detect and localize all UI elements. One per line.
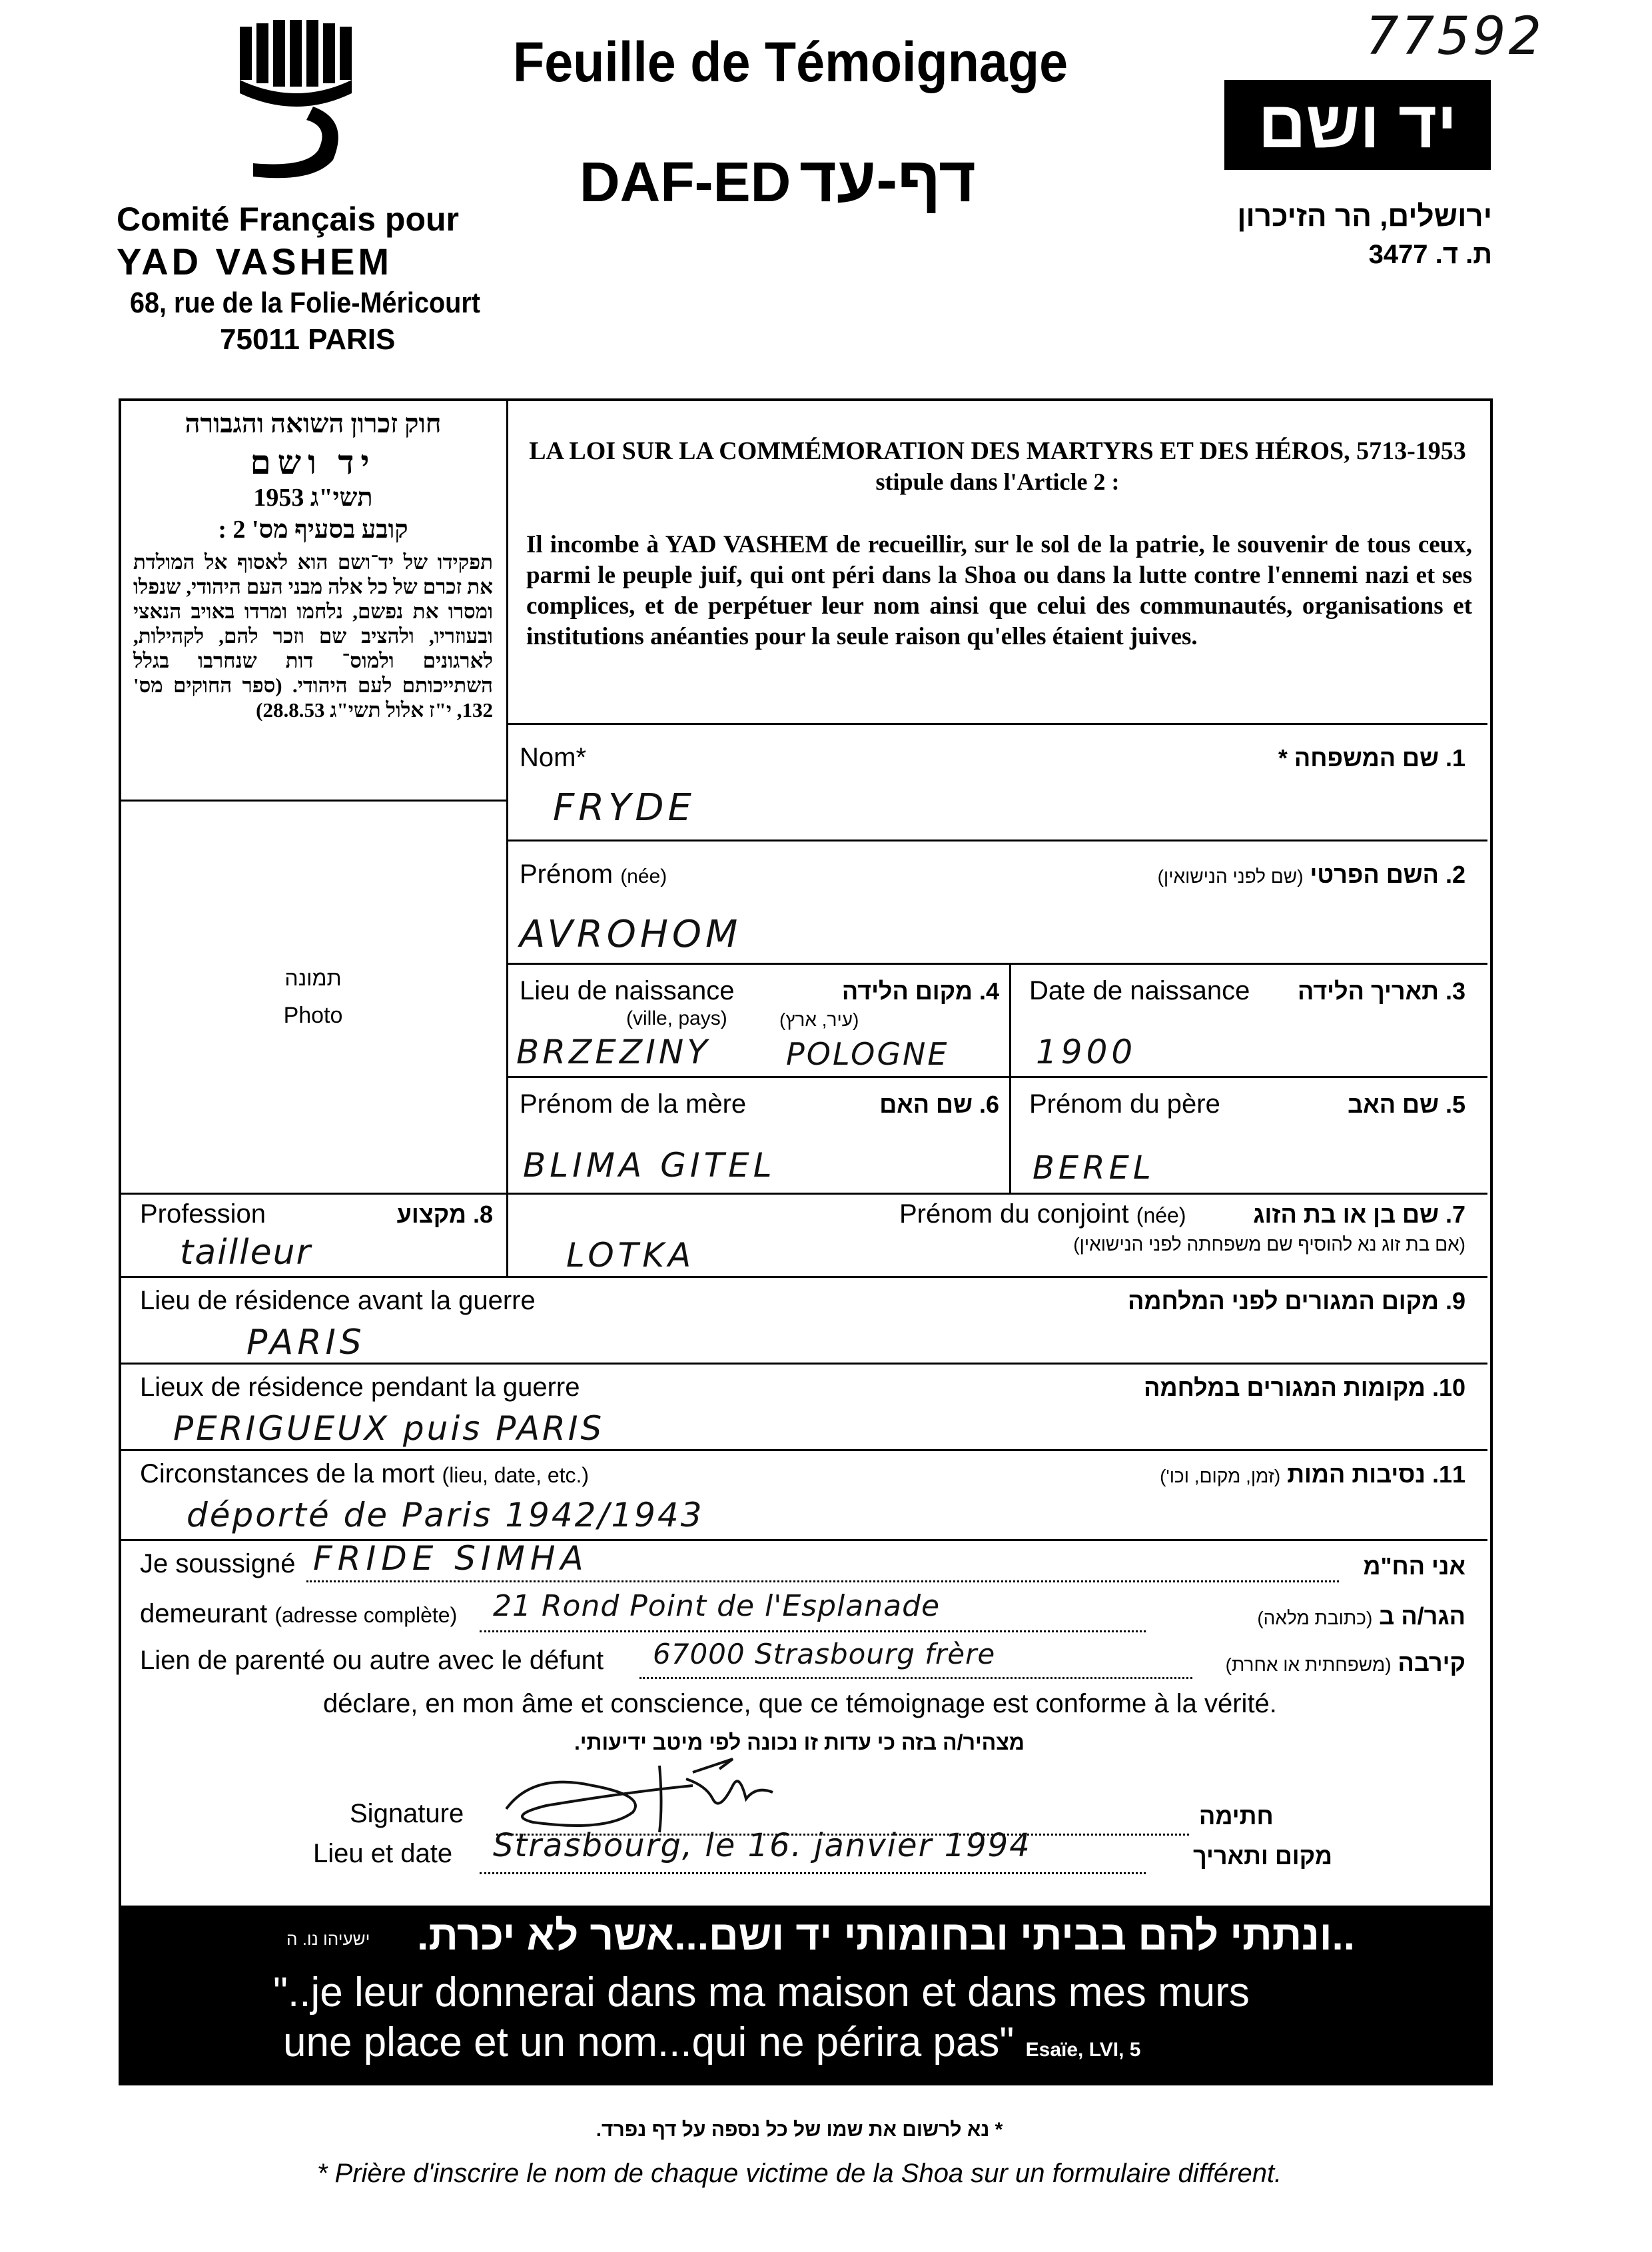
field3-date-value[interactable]: 1900 bbox=[1036, 1033, 1137, 1071]
field7-spouse-value[interactable]: LOTKA bbox=[566, 1236, 695, 1275]
menorah-logo-icon bbox=[233, 20, 360, 193]
lien-label: Lien de parenté ou autre avec le défunt bbox=[140, 1646, 604, 1675]
footnote-french: * Prière d'inscrire le nom de chaque victime de la Shoa sur un formulaire différent. bbox=[316, 2159, 1282, 2188]
field6-label: Prénom de la mère bbox=[520, 1089, 747, 1119]
demeurant-value[interactable]: 21 Rond Point de l'Esplanade bbox=[493, 1589, 941, 1623]
field3-label-hebrew: 3. תאריך הלידה bbox=[1297, 977, 1465, 1005]
field11-label-hebrew bbox=[999, 1460, 1465, 1488]
photo-label-hebrew: תמונה bbox=[284, 966, 342, 990]
field11-label-hebrew-note: (זמן, מקום, וכו') bbox=[1160, 1466, 1281, 1486]
field11-label bbox=[140, 1459, 589, 1489]
field2-label-hebrew-note: (שם לפני הנישואין) bbox=[1157, 866, 1304, 887]
committee-city: 75011 PARIS bbox=[220, 323, 396, 356]
banner-hebrew-ref: ישעיהו נו. ה bbox=[286, 1929, 370, 1949]
field1-nom-value[interactable]: FRYDE bbox=[553, 786, 695, 830]
field11-label-hebrew-text: 11. נסיבות המות bbox=[1287, 1460, 1465, 1488]
hebrew-address-line2: ת. ד. 3477 bbox=[1368, 240, 1492, 269]
field4-label-note: (ville, pays) bbox=[626, 1007, 727, 1029]
law-hebrew-text: תפקידו של יד־ושם הוא לאסוף אל המולדת את זכרם של כל אלה מבני העם היהודי, שנפלו ומסרו את נפשם, נלחמו ומרדו באויב הנאצי ובעוזריו, ולהציב שם וזכר להם, לקהילות, לארגונים ולמוס־ דות שנחרבו בגלל השתייכותם לעם היהודי. (ספר החוקים מס' 132, י"ז אלול תשי"ג 28.8.53) bbox=[133, 550, 493, 722]
committee-line1: Comité Français pour bbox=[117, 201, 459, 238]
field9-residence-value[interactable]: PARIS bbox=[246, 1323, 366, 1363]
demeurant-label-text: demeurant bbox=[140, 1599, 268, 1628]
law-french-text: Il incombe à YAD VASHEM de recueillir, sur le sol de la patrie, le souvenir de tous ceux, parmi le peuple juif, qui ont péri dans la Shoa ou dans la lutte contre l'ennemi nazi et ses complices, et de perpétuer leur nom ainsi que celui des communautés, organisations et institutions anéanties pour la seule raison qu'elles étaient juives. bbox=[526, 531, 1472, 650]
hebrew-address-line1: ירושלים, הר הזיכרון bbox=[1237, 200, 1492, 233]
field11-label-text: Circonstances de la mort bbox=[140, 1459, 435, 1488]
law-hebrew-title3: תשי"ג 1953 bbox=[253, 484, 373, 512]
footnote-hebrew: * נא לרשום את שמו של כל נספה על דף נפרד. bbox=[596, 2119, 1003, 2141]
yad-vashem-logo: יד ושם bbox=[1224, 80, 1491, 170]
field7-label-hebrew-note: (אם בת זוג נא להוסיף שם משפחתה לפני הנישואין) bbox=[1073, 1234, 1465, 1255]
banner-french-line2 bbox=[283, 2019, 1141, 2066]
field7-label-note: (née) bbox=[1136, 1203, 1186, 1227]
soussigne-label-hebrew: אני הח"מ bbox=[1363, 1552, 1465, 1580]
field10-label-hebrew: 10. מקומות המגורים במלחמה bbox=[1144, 1374, 1465, 1401]
demeurant-label-note: (adresse complète) bbox=[274, 1603, 458, 1627]
lien-value[interactable]: 67000 Strasbourg frère bbox=[653, 1638, 996, 1670]
field4-city-value[interactable]: BRZEZINY bbox=[516, 1033, 711, 1071]
field7-label bbox=[899, 1199, 1186, 1229]
demeurant-label-hebrew bbox=[1152, 1602, 1465, 1630]
field6-mother-value[interactable]: BLIMA GITEL bbox=[523, 1146, 776, 1185]
soussigne-label: Je soussigné bbox=[140, 1549, 296, 1578]
field4-label-hebrew: 4. מקום הלידה bbox=[841, 977, 999, 1005]
field2-prenom-value[interactable]: AVROHOM bbox=[520, 913, 742, 956]
field11-label-note: (lieu, date, etc.) bbox=[442, 1463, 590, 1487]
lien-label-hebrew bbox=[1199, 1649, 1465, 1677]
daf-ed-hebrew: דף-עד bbox=[799, 144, 976, 215]
lieu-date-label-hebrew: מקום ותאריך bbox=[1192, 1842, 1332, 1870]
field4-label-hebrew-note: (עיר, ארץ) bbox=[779, 1009, 859, 1030]
field3-label: Date de naissance bbox=[1029, 976, 1250, 1005]
lien-label-hebrew-note: (משפחתית או אחרת) bbox=[1225, 1654, 1392, 1675]
field8-label: Profession bbox=[140, 1199, 266, 1229]
field4-label: Lieu de naissance bbox=[520, 976, 735, 1005]
field2-label-hebrew-text: 2. השם הפרטי bbox=[1310, 861, 1465, 888]
reference-number: 77592 bbox=[1366, 7, 1545, 67]
field8-label-hebrew: 8. מקצוע bbox=[396, 1201, 493, 1228]
lien-label-hebrew-text: קירבה bbox=[1398, 1649, 1465, 1676]
demeurant-label-hebrew-note: (כתובת מלאה) bbox=[1257, 1608, 1373, 1628]
banner-hebrew-quote: ..ונתתי להם בביתי ובחומותי יד ושם...אשר לא יכרת. bbox=[416, 1913, 1356, 1959]
field10-residence-war-value[interactable]: PERIGUEUX puis PARIS bbox=[173, 1409, 605, 1448]
photo-label: Photo bbox=[283, 1003, 343, 1028]
field5-label-hebrew: 5. שם האב bbox=[1348, 1091, 1465, 1118]
declaration-text-hebrew: מצהיר/ה בזה כי עדות זו נכונה לפי מיטב ידיעותי. bbox=[574, 1730, 1025, 1754]
page-title: Feuille de Témoignage bbox=[513, 31, 1068, 93]
field9-label-hebrew: 9. מקום המגורים לפני המלחמה bbox=[1128, 1287, 1465, 1315]
field1-label-hebrew: 1. שם המשפחה * bbox=[1278, 744, 1465, 772]
field2-label-hebrew bbox=[999, 861, 1465, 889]
signature-label-hebrew: חתימה bbox=[1199, 1802, 1274, 1830]
banner-french-line1: "..je leur donnerai dans ma maison et dans mes murs bbox=[273, 1970, 1250, 2015]
law-french-subtitle: stipule dans l'Article 2 : bbox=[875, 468, 1120, 495]
lieu-date-label: Lieu et date bbox=[313, 1839, 453, 1868]
law-hebrew-title4: קובע בסעיף מס' 2 : bbox=[218, 516, 408, 544]
field5-father-value[interactable]: BEREL bbox=[1032, 1149, 1155, 1187]
field5-label: Prénom du père bbox=[1029, 1089, 1220, 1119]
committee-address: 68, rue de la Folie-Méricourt bbox=[130, 286, 480, 319]
lieu-date-value[interactable]: Strasbourg, le 16. janvier 1994 bbox=[493, 1827, 1031, 1864]
field7-label-hebrew: 7. שם בן או בת הזוג bbox=[1253, 1201, 1465, 1228]
field2-label-note: (née) bbox=[620, 865, 667, 887]
committee-line2: YAD VASHEM bbox=[117, 241, 393, 282]
field11-death-value[interactable]: déporté de Paris 1942/1943 bbox=[187, 1496, 704, 1534]
field6-label-hebrew: 6. שם האם bbox=[879, 1091, 999, 1118]
field4-country-value[interactable]: POLOGNE bbox=[786, 1036, 949, 1072]
daf-ed-latin: DAF-ED bbox=[580, 151, 791, 213]
field9-label: Lieu de résidence avant la guerre bbox=[140, 1286, 536, 1315]
law-french-title: LA LOI SUR LA COMMÉMORATION DES MARTYRS ET DES HÉROS, 5713-1953 bbox=[529, 437, 1466, 465]
demeurant-label bbox=[140, 1599, 457, 1629]
banner-french-ref: Esaïe, LVI, 5 bbox=[1025, 2039, 1141, 2061]
signature-label: Signature bbox=[350, 1799, 464, 1828]
field2-label-text: Prénom bbox=[520, 859, 614, 889]
banner-french-line2-text: une place et un nom...qui ne périra pas" bbox=[283, 2019, 1015, 2065]
demeurant-label-hebrew-text: הגר/ה ב bbox=[1379, 1602, 1465, 1630]
law-hebrew-title2: יד ושם bbox=[250, 444, 376, 481]
field2-label bbox=[520, 859, 667, 889]
soussigne-value[interactable]: FRIDE SIMHA bbox=[313, 1539, 589, 1578]
field1-label: Nom* bbox=[520, 743, 587, 772]
declaration-text: déclare, en mon âme et conscience, que ce témoignage est conforme à la vérité. bbox=[323, 1689, 1277, 1718]
field8-profession-value[interactable]: tailleur bbox=[180, 1233, 312, 1273]
field7-label-text: Prénom du conjoint bbox=[899, 1199, 1129, 1229]
law-hebrew-title1: חוק זכרון השואה והגבורה bbox=[185, 408, 442, 438]
field10-label: Lieux de résidence pendant la guerre bbox=[140, 1373, 580, 1402]
